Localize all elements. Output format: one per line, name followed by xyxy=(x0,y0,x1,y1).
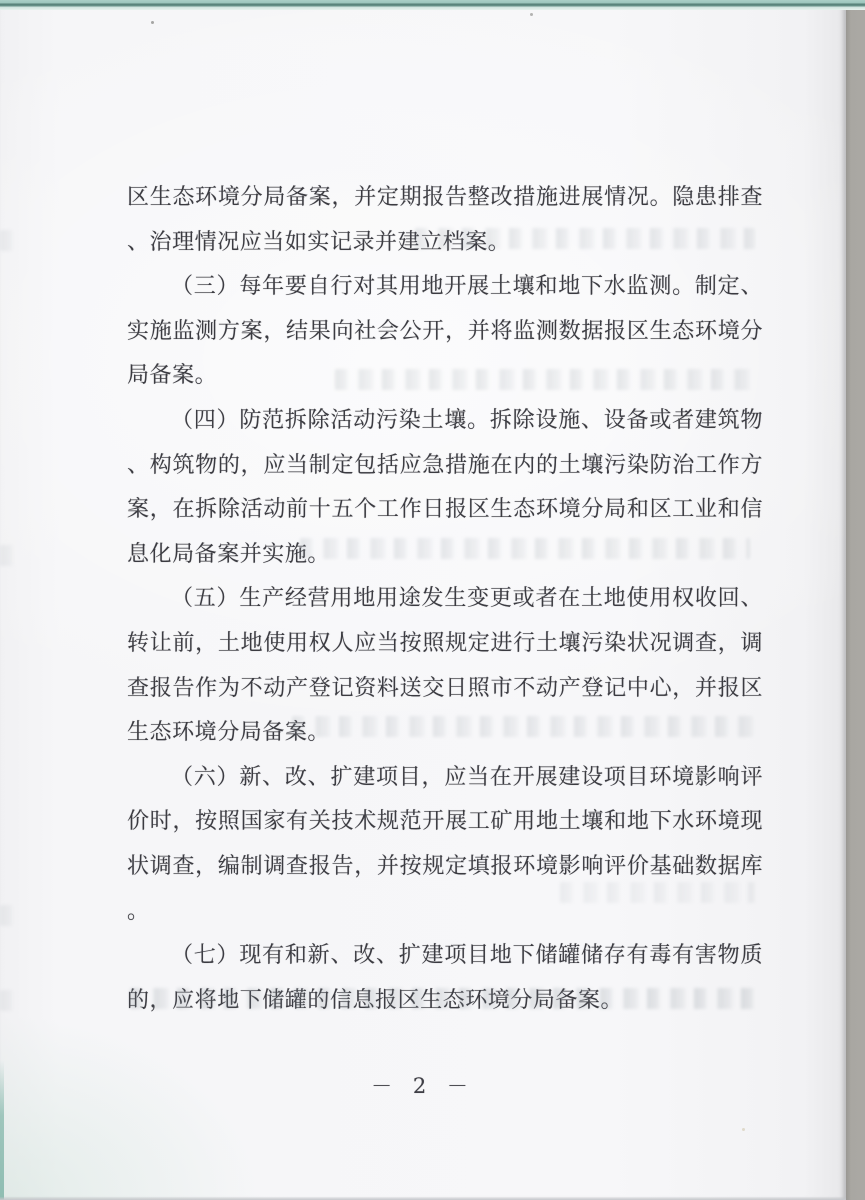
scan-speck-artifact xyxy=(151,21,154,24)
bleed-through-artifact xyxy=(415,228,755,249)
paragraph-item-7: （七）现有和新、改、扩建项目地下储罐储存有毒有害物质的，应将地下储罐的信息报区生态环境分局备案。 xyxy=(127,943,763,1013)
paragraph-item-4: （四）防范拆除活动污染土壤。拆除设施、设备或者建筑物、构筑物的，应当制定包括应急措施在内的土壤污染防治工作方案，在拆除活动前十五个工作日报区生态环境分局和区工业和信息化局备案并实施。 xyxy=(127,407,763,567)
bleed-through-artifact xyxy=(0,990,22,1011)
paragraph-item-5: （五）生产经营用地用途发生变更或者在土地使用权收回、转让前，土地使用权人应当按照规定进行土壤污染状况调查，调查报告作为不动产登记资料送交日照市不动产登记中心，并报区生态环境分局备案。 xyxy=(127,586,763,746)
paragraph-item-3: （三）每年要自行对其用地开展土壤和地下水监测。制定、实施监测方案，结果向社会公开，并将监测数据报区生态环境分局备案。 xyxy=(127,274,763,389)
paragraph-continuation: 区生态环境分局备案，并定期报告整改措施进展情况。隐患排查、治理情况应当如实记录并建立档案。 xyxy=(127,185,763,255)
paragraph-item-6: （六）新、改、扩建项目，应当在开展建设项目环境影响评价时，按照国家有关技术规范开展工矿用地土壤和地下水环境现状调查，编制调查报告，并按规定填报环境影响评价基础数据库。 xyxy=(127,764,763,924)
scanner-bed-background xyxy=(845,0,865,1200)
page-number: － 2 － xyxy=(371,1074,475,1098)
bleed-through-artifact xyxy=(300,538,750,559)
bleed-through-artifact xyxy=(560,882,755,903)
scan-left-edge-artifact xyxy=(0,1060,4,1200)
bleed-through-artifact xyxy=(292,716,754,737)
bleed-through-artifact xyxy=(0,230,20,251)
scan-speck-artifact xyxy=(530,13,533,16)
bleed-through-artifact xyxy=(335,369,755,390)
scan-speck-artifact xyxy=(742,1128,745,1131)
bleed-through-artifact xyxy=(130,988,756,1009)
scan-top-edge-artifact xyxy=(0,0,865,10)
bleed-through-artifact xyxy=(0,905,18,926)
bleed-through-artifact xyxy=(0,545,16,566)
